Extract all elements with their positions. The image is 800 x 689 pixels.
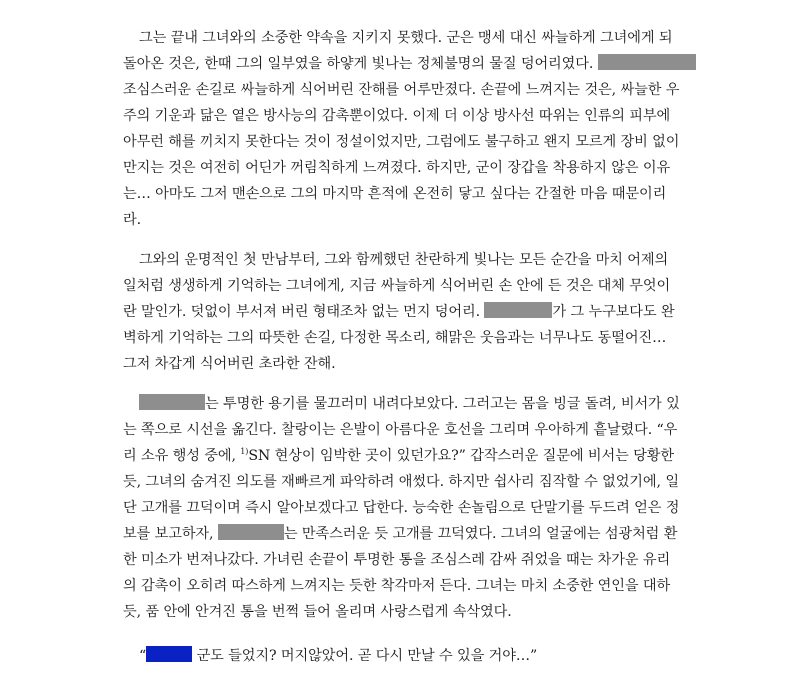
redaction-box <box>139 394 205 410</box>
text-line: 주의 기운과 닮은 옅은 방사능의 감촉뿐이었다. 이제 더 이상 방사선 따위는 인류의 피부에 <box>123 108 671 124</box>
text-line: 일처럼 생생하게 기억하는 그녀에게, 지금 싸늘하게 식어버린 손 안에 든 것은 대체 무엇이 <box>123 278 671 294</box>
text-segment: “ <box>139 648 147 664</box>
text-line <box>123 54 696 74</box>
text-line: 듯, 그녀의 숨겨진 의도를 재빠르게 파악하려 애썼다. 하지만 쉽사리 짐작할 수 없었기에, 일 <box>123 474 679 490</box>
text-line <box>123 302 675 322</box>
text-segment: 돌아온 것은, 한때 그의 일부였을 하얗게 빛나는 정체불명의 물질 덩어리였다. <box>123 56 598 72</box>
text-line <box>123 524 677 544</box>
text-segment: 가 그 누구보다도 완 <box>552 304 675 320</box>
text-line: 한 미소가 번져나갔다. 가녀린 손끝이 투명한 통을 조심스레 감싸 쥐었을 때는 차가운 유리 <box>123 552 671 568</box>
text-segment: 보를 보고하자, <box>123 526 218 542</box>
text-line: 는… 아마도 그저 맨손으로 그의 마지막 흔적에 온전히 닿고 싶다는 간절한 마음 때문이리 <box>123 186 667 202</box>
text-segment: 는 투명한 용기를 물끄러미 내려다보았다. 그러고는 몸을 빙글 돌려, 비서가 있 <box>205 396 680 412</box>
redaction-box <box>484 302 552 318</box>
text-line <box>139 394 680 414</box>
text-line: 그와의 운명적인 첫 만남부터, 그와 함께했던 찬란하게 빛나는 모든 순간을 마치 어제의 <box>139 252 669 268</box>
text-line: 조심스러운 손길로 싸늘하게 식어버린 잔해를 어루만졌다. 손끝에 느껴지는 것은, 싸늘한 우 <box>123 82 680 98</box>
redaction-box <box>218 524 284 540</box>
redaction-box-blue <box>146 646 192 662</box>
text-segment: 군도 들었지? 머지않았어. 곧 다시 만날 수 있을 거야…” <box>192 648 538 664</box>
text-line: 는 쪽으로 시선을 옮긴다. 찰랑이는 은발이 아름다운 호선을 그리며 우아하게 흩날렸다. “우 <box>123 422 678 438</box>
text-line: 단 고개를 끄덕이며 즉시 알아보겠다고 답한다. 능숙한 손놀림으로 단말기를 두드려 얻은 정 <box>123 500 680 516</box>
text-line: 듯, 품 안에 안겨진 통을 번쩍 들어 올리며 사랑스럽게 속삭였다. <box>123 604 512 620</box>
text-line <box>123 446 674 466</box>
text-line: 그는 끝내 그녀와의 소중한 약속을 지키지 못했다. 군은 맹세 대신 싸늘하게 그녀에게 되 <box>139 30 673 46</box>
text-line: 만지는 것은 여전히 어딘가 꺼림칙하게 느껴졌다. 하지만, 군이 장갑을 착용하지 않은 이유 <box>123 160 671 176</box>
text-segment: 란 말인가. 덧없이 부서져 버린 형태조차 없는 먼지 덩어리. <box>123 304 485 320</box>
text-line: 벽하게 기억하는 그의 따뜻한 손길, 다정한 목소리, 해맑은 웃음과는 너무나도 동떨어진… <box>123 330 667 346</box>
text-segment: 리 소유 행성 중에, <box>123 448 241 464</box>
text-segment: 는 만족스러운 듯 고개를 끄덕였다. 그녀의 얼굴에는 섬광처럼 환 <box>283 526 678 542</box>
redaction-box <box>598 54 696 70</box>
text-line: 의 감촉이 오히려 따스하게 느껴지는 듯한 착각마저 든다. 그녀는 마치 소중한 연인을 대하 <box>123 578 671 594</box>
text-line: 그저 차갑게 식어버린 초라한 잔해. <box>123 356 336 372</box>
text-line: 라. <box>123 212 142 228</box>
text-line: 아무런 해를 끼치지 못한다는 것이 정설이었지만, 그럼에도 불구하고 왠지 모르게 장비 없이 <box>123 134 680 150</box>
text-line <box>139 646 537 666</box>
text-segment: SN 현상이 임박한 곳이 있던가요?” 갑작스러운 질문에 비서는 당황한 <box>248 448 674 464</box>
footnote-marker: 1) <box>240 447 249 456</box>
